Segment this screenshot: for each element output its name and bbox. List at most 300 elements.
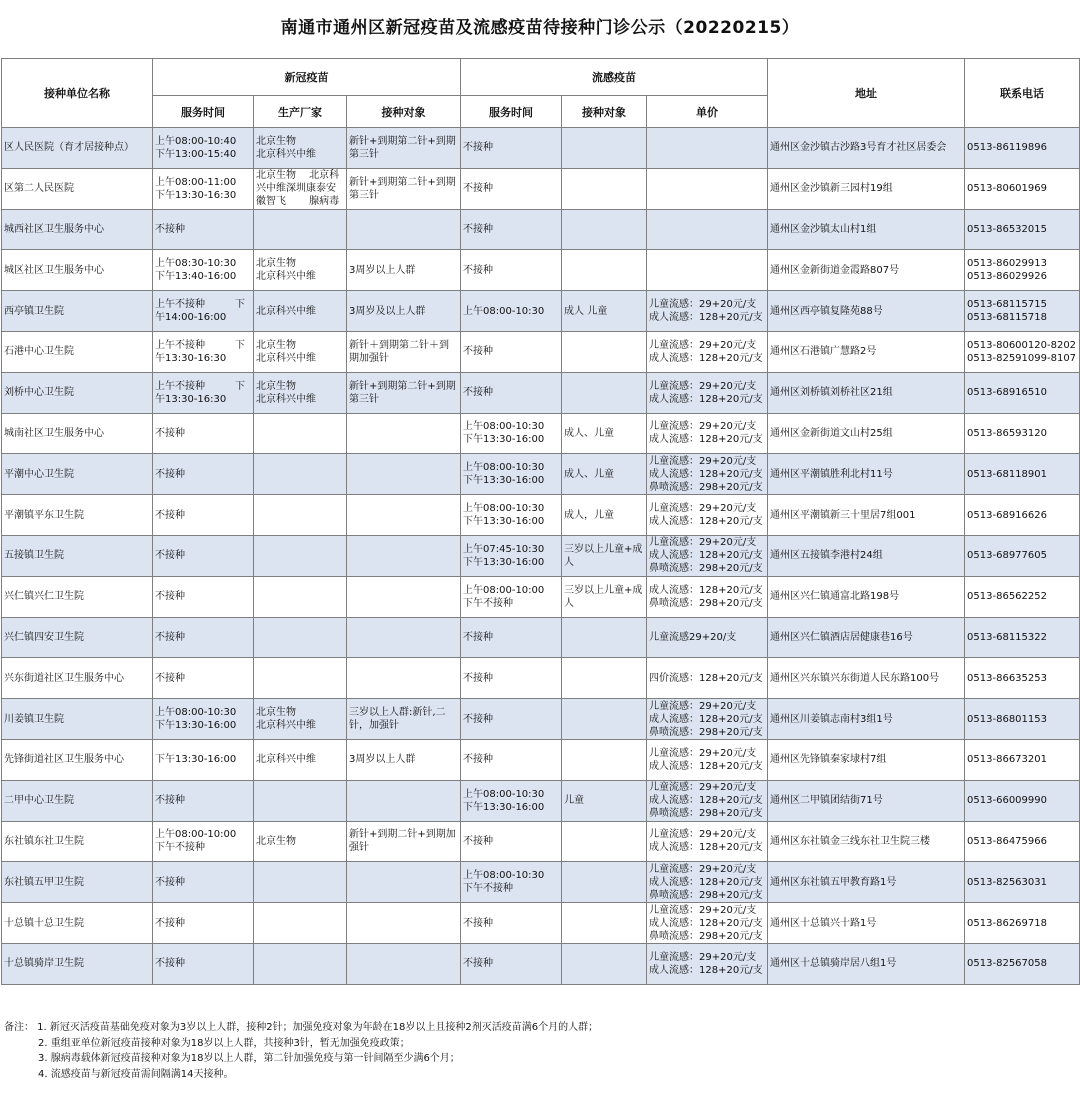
unit-name: 城区社区卫生服务中心 — [2, 250, 153, 291]
phone — [965, 617, 1080, 658]
flu-price-line: 儿童流感：29+20元/支 — [649, 951, 757, 963]
unit-name: 十总镇十总卫生院 — [2, 903, 153, 944]
flu-service-time — [461, 372, 562, 413]
flu-price — [647, 372, 768, 413]
covid-service-time-line: 上午08:00-10:30 — [155, 707, 237, 719]
flu-price-line: 成人流感：128+20元/支 — [649, 760, 763, 772]
phone-line: 0513-68115715 — [967, 299, 1047, 311]
covid-service-time-line: 不接种 — [155, 468, 185, 480]
flu-service-time-line: 上午08:00-10:30 — [463, 788, 545, 800]
table-row — [2, 658, 1080, 699]
covid-manufacturer-line: 北京生物 — [256, 380, 296, 392]
phone-line: 0513-68115718 — [967, 312, 1047, 324]
covid-service-time — [153, 903, 254, 944]
covid-service-time-line: 下午不接种 — [155, 842, 205, 854]
unit-name: 川姜镇卫生院 — [2, 699, 153, 740]
covid-manufacturer-line: 北京生物 — [256, 258, 296, 270]
covid-service-time-line: 下午13:00-15:40 — [155, 148, 237, 160]
header-covid-maker: 生产厂家 — [254, 96, 347, 128]
unit-name: 城南社区卫生服务中心 — [2, 413, 153, 454]
table-row — [2, 617, 1080, 658]
covid-service-time — [153, 576, 254, 617]
unit-name: 城西社区卫生服务中心 — [2, 209, 153, 250]
phone — [965, 943, 1080, 984]
covid-service-time-line: 上午不接种 下 — [155, 299, 245, 311]
covid-service-time — [153, 658, 254, 699]
flu-price — [647, 413, 768, 454]
table-row — [2, 372, 1080, 413]
header-flu-target: 接种对象 — [562, 96, 647, 128]
flu-service-time — [461, 454, 562, 495]
phone-line: 0513-82563031 — [967, 876, 1047, 888]
flu-price — [647, 168, 768, 209]
flu-service-time-line: 上午08:00-10:30 — [463, 305, 545, 317]
flu-price-line: 成人流感：128+20元/支 — [649, 468, 763, 480]
flu-service-time-line: 不接种 — [463, 346, 494, 358]
table-row — [2, 699, 1080, 740]
phone-line: 0513-86532015 — [967, 223, 1047, 235]
covid-service-time — [153, 454, 254, 495]
flu-service-time — [461, 821, 562, 862]
covid-service-time — [153, 413, 254, 454]
covid-manufacturer-line: 北京科兴中维 — [256, 148, 316, 160]
table-row — [2, 780, 1080, 821]
flu-price-line: 儿童流感：29+20元/支 — [649, 904, 757, 916]
flu-price-line: 成人流感：128+20元/支 — [649, 584, 763, 596]
covid-target — [347, 617, 461, 658]
phone — [965, 658, 1080, 699]
flu-target — [562, 862, 647, 903]
covid-manufacturer — [254, 617, 347, 658]
phone — [965, 903, 1080, 944]
flu-price-line: 鼻喷流感：298+20元/支 — [649, 930, 763, 942]
covid-manufacturer-line: 北京科兴中维 — [256, 305, 316, 317]
flu-service-time-line: 下午13:30-16:00 — [463, 801, 545, 813]
flu-price — [647, 250, 768, 291]
covid-target: 新针+到期二针+到期加强针 — [347, 821, 461, 862]
flu-service-time — [461, 617, 562, 658]
flu-price-line: 儿童流感29+20/支 — [649, 631, 737, 643]
flu-price — [647, 454, 768, 495]
note-line: 2. 重组亚单位新冠疫苗接种对象为18岁以上人群，共接种3针，暂无加强免疫政策； — [38, 1037, 410, 1049]
phone-line: 0513-86029913 — [967, 258, 1047, 270]
flu-price — [647, 128, 768, 169]
phone — [965, 331, 1080, 372]
covid-target — [347, 454, 461, 495]
header-flu-time: 服务时间 — [461, 96, 562, 128]
covid-manufacturer — [254, 821, 347, 862]
flu-price-line: 儿童流感：29+20元/支 — [649, 747, 757, 759]
flu-price — [647, 331, 768, 372]
table-row — [2, 128, 1080, 169]
covid-manufacturer — [254, 535, 347, 576]
table-row — [2, 413, 1080, 454]
address: 通州区平潮镇新三十里居7组001 — [768, 495, 965, 536]
phone-line: 0513-86673201 — [967, 754, 1047, 766]
covid-service-time — [153, 495, 254, 536]
covid-manufacturer — [254, 331, 347, 372]
covid-service-time-line: 不接种 — [155, 509, 185, 521]
flu-price-line: 四价流感：128+20元/支 — [649, 672, 763, 684]
address: 通州区金新街道文山村25组 — [768, 413, 965, 454]
covid-service-time-line: 不接种 — [155, 223, 185, 235]
flu-service-time — [461, 209, 562, 250]
flu-target — [562, 331, 647, 372]
phone-line: 0513-68118901 — [967, 468, 1047, 480]
flu-service-time — [461, 943, 562, 984]
phone-line: 0513-86562252 — [967, 591, 1047, 603]
flu-target — [562, 821, 647, 862]
flu-service-time — [461, 576, 562, 617]
note-line: 4. 流感疫苗与新冠疫苗需间隔满14天接种。 — [38, 1068, 234, 1080]
covid-service-time — [153, 535, 254, 576]
phone-line: 0513-86029926 — [967, 271, 1047, 283]
flu-price-line: 鼻喷流感：298+20元/支 — [649, 597, 763, 609]
unit-name: 区人民医院（育才居接种点） — [2, 128, 153, 169]
covid-manufacturer — [254, 454, 347, 495]
covid-service-time — [153, 739, 254, 780]
covid-service-time-line: 上午08:00-10:00 — [155, 829, 237, 841]
address: 通州区西亭镇复隆苑88号 — [768, 291, 965, 332]
flu-target — [562, 372, 647, 413]
flu-price-line: 成人流感：128+20元/支 — [649, 917, 763, 929]
table-row — [2, 168, 1080, 209]
phone-line: 0513-86635253 — [967, 672, 1047, 684]
flu-price — [647, 699, 768, 740]
table-row — [2, 576, 1080, 617]
covid-service-time-line: 不接种 — [155, 917, 185, 929]
phone-line: 0513-68977605 — [967, 550, 1047, 562]
flu-service-time-line: 不接种 — [463, 223, 494, 235]
table-body — [2, 128, 1080, 985]
address: 通州区先锋镇秦家埭村7组 — [768, 739, 965, 780]
flu-service-time — [461, 739, 562, 780]
flu-service-time — [461, 535, 562, 576]
covid-manufacturer — [254, 862, 347, 903]
flu-service-time — [461, 780, 562, 821]
table-row — [2, 291, 1080, 332]
covid-service-time — [153, 943, 254, 984]
flu-price-line: 儿童流感：29+20元/支 — [649, 299, 757, 311]
covid-manufacturer-line: 北京科兴中维 — [256, 352, 316, 364]
flu-service-time — [461, 903, 562, 944]
header-unit: 接种单位名称 — [2, 59, 153, 128]
flu-price-line: 成人流感：128+20元/支 — [649, 876, 763, 888]
covid-target — [347, 658, 461, 699]
flu-price-line: 儿童流感：29+20元/支 — [649, 455, 757, 467]
flu-service-time-line: 不接种 — [463, 835, 494, 847]
flu-target — [562, 699, 647, 740]
flu-price-line: 儿童流感：29+20元/支 — [649, 339, 757, 351]
address: 通州区十总镇骑岸居八组1号 — [768, 943, 965, 984]
header-phone: 联系电话 — [965, 59, 1080, 128]
flu-service-time-line: 下午不接种 — [463, 883, 514, 895]
covid-service-time-line: 下午13:30-16:00 — [155, 754, 237, 766]
address: 通州区十总镇兴十路1号 — [768, 903, 965, 944]
flu-target: 成人、儿童 — [562, 413, 647, 454]
unit-name: 兴仁镇四安卫生院 — [2, 617, 153, 658]
flu-service-time-line: 下午13:30-16:00 — [463, 475, 545, 487]
covid-manufacturer — [254, 576, 347, 617]
flu-price — [647, 617, 768, 658]
address: 通州区东社镇五甲教育路1号 — [768, 862, 965, 903]
covid-manufacturer-line: 北京科兴中维 — [256, 393, 316, 405]
flu-price-line: 鼻喷流感：298+20元/支 — [649, 563, 763, 575]
phone — [965, 250, 1080, 291]
phone-line: 0513-68115322 — [967, 631, 1047, 643]
phone-line: 0513-68916510 — [967, 387, 1047, 399]
address: 通州区金沙镇古沙路3号育才社区居委会 — [768, 128, 965, 169]
flu-price — [647, 209, 768, 250]
flu-price-line: 儿童流感：29+20元/支 — [649, 700, 757, 712]
header-flu: 流感疫苗 — [461, 59, 768, 96]
flu-price-line: 成人流感：128+20元/支 — [649, 434, 763, 446]
phone — [965, 699, 1080, 740]
flu-price-line: 成人流感：128+20元/支 — [649, 713, 763, 725]
table-row — [2, 250, 1080, 291]
unit-name: 石港中心卫生院 — [2, 331, 153, 372]
phone-line: 0513-66009990 — [967, 795, 1047, 807]
flu-service-time-line: 不接种 — [463, 958, 494, 970]
covid-target — [347, 495, 461, 536]
flu-price-line: 儿童流感：29+20元/支 — [649, 503, 757, 515]
covid-service-time-line: 上午08:30-10:30 — [155, 258, 237, 270]
covid-manufacturer — [254, 658, 347, 699]
address: 通州区平潮镇胜利北村11号 — [768, 454, 965, 495]
covid-service-time-line: 午13:30-16:30 — [155, 352, 227, 364]
flu-service-time — [461, 128, 562, 169]
flu-target: 成人，儿童 — [562, 495, 647, 536]
flu-price-line: 儿童流感：29+20元/支 — [649, 421, 757, 433]
flu-target — [562, 903, 647, 944]
covid-service-time — [153, 862, 254, 903]
covid-target — [347, 862, 461, 903]
phone-line: 0513-80600120-8202 — [967, 339, 1077, 351]
unit-name: 东社镇五甲卫生院 — [2, 862, 153, 903]
unit-name: 东社镇东社卫生院 — [2, 821, 153, 862]
covid-target — [347, 903, 461, 944]
flu-price — [647, 821, 768, 862]
note-line: 3. 腺病毒载体新冠疫苗接种对象为18岁以上人群，第二针加强免疫与第一针间隔至少满6个月； — [38, 1053, 460, 1064]
flu-price — [647, 780, 768, 821]
header-covid-target: 接种对象 — [347, 96, 461, 128]
covid-service-time-line: 不接种 — [155, 876, 185, 888]
covid-manufacturer — [254, 250, 347, 291]
covid-manufacturer-line: 北京科兴中维 — [256, 271, 316, 283]
address: 通州区刘桥镇刘桥社区21组 — [768, 372, 965, 413]
covid-manufacturer-line: 北京生物 — [256, 135, 296, 147]
address: 通州区兴东镇兴东街道人民东路100号 — [768, 658, 965, 699]
table-row — [2, 454, 1080, 495]
note-line: 备注： 1. 新冠灭活疫苗基础免疫对象为3岁以上人群，接种2针；加强免疫对象为年龄在18岁以上且接种2剂灭活疫苗满6个月的人群； — [4, 1022, 599, 1033]
covid-manufacturer — [254, 943, 347, 984]
covid-target — [347, 780, 461, 821]
phone — [965, 862, 1080, 903]
phone — [965, 495, 1080, 536]
flu-service-time — [461, 495, 562, 536]
phone-line: 0513-80601969 — [967, 183, 1047, 195]
covid-service-time-line: 下午13:30-16:00 — [155, 720, 237, 732]
covid-target — [347, 413, 461, 454]
flu-price-line: 儿童流感：29+20元/支 — [649, 380, 757, 392]
table-row — [2, 495, 1080, 536]
header-flu-price: 单价 — [647, 96, 768, 128]
header-address: 地址 — [768, 59, 965, 128]
flu-target — [562, 250, 647, 291]
flu-service-time-line: 上午08:00-10:30 — [463, 421, 545, 433]
covid-service-time-line: 上午08:00-10:40 — [155, 135, 237, 147]
flu-service-time-line: 下午13:30-16:00 — [463, 556, 545, 568]
phone — [965, 372, 1080, 413]
clinic-table — [1, 58, 1080, 985]
covid-service-time — [153, 617, 254, 658]
unit-name: 先锋街道社区卫生服务中心 — [2, 739, 153, 780]
covid-service-time — [153, 209, 254, 250]
covid-target: 新针+到期第二针+到期第三针 — [347, 372, 461, 413]
covid-target: 新针+到期第二针+到期第三针 — [347, 168, 461, 209]
covid-service-time — [153, 291, 254, 332]
covid-service-time — [153, 331, 254, 372]
covid-manufacturer-line: 北京科兴中维 — [256, 754, 316, 766]
flu-price-line: 成人流感：128+20元/支 — [649, 312, 763, 324]
phone-line: 0513-86593120 — [967, 427, 1047, 439]
unit-name: 刘桥中心卫生院 — [2, 372, 153, 413]
covid-manufacturer — [254, 903, 347, 944]
flu-target: 三岁以上儿童+成人 — [562, 576, 647, 617]
phone — [965, 413, 1080, 454]
flu-service-time — [461, 699, 562, 740]
flu-service-time-line: 上午08:00-10:30 — [463, 462, 545, 474]
covid-manufacturer-line: 北京生物 — [256, 339, 296, 351]
flu-service-time-line: 上午07:45-10:30 — [463, 543, 545, 555]
flu-target: 儿童 — [562, 780, 647, 821]
flu-price-line: 成人流感：128+20元/支 — [649, 795, 763, 807]
covid-manufacturer-line: 北京生物 — [256, 707, 296, 719]
flu-target: 三岁以上儿童+成人 — [562, 535, 647, 576]
covid-service-time-line: 上午不接种 下 — [155, 380, 245, 392]
flu-target: 成人、儿童 — [562, 454, 647, 495]
unit-name: 西亭镇卫生院 — [2, 291, 153, 332]
covid-service-time-line: 上午不接种 下 — [155, 339, 245, 351]
notes — [4, 1020, 1076, 1082]
covid-manufacturer — [254, 780, 347, 821]
covid-manufacturer — [254, 128, 347, 169]
unit-name: 五接镇卫生院 — [2, 535, 153, 576]
address: 通州区五接镇李港村24组 — [768, 535, 965, 576]
flu-service-time-line: 不接种 — [463, 142, 494, 154]
flu-service-time — [461, 862, 562, 903]
table-row — [2, 903, 1080, 944]
flu-price-line: 成人流感：128+20元/支 — [649, 393, 763, 405]
flu-service-time — [461, 291, 562, 332]
flu-price-line: 鼻喷流感：298+20元/支 — [649, 481, 763, 493]
flu-service-time — [461, 413, 562, 454]
table-row — [2, 209, 1080, 250]
covid-service-time — [153, 168, 254, 209]
phone-line: 0513-82567058 — [967, 958, 1047, 970]
address: 通州区石港镇广慧路2号 — [768, 331, 965, 372]
phone — [965, 535, 1080, 576]
table-row — [2, 331, 1080, 372]
covid-service-time — [153, 780, 254, 821]
covid-service-time — [153, 128, 254, 169]
flu-price — [647, 658, 768, 699]
page-title: 南通市通州区新冠疫苗及流感疫苗待接种门诊公示（20220215） — [280, 18, 800, 38]
covid-target: 新针+到期第二针+到期第三针 — [347, 128, 461, 169]
flu-price — [647, 943, 768, 984]
flu-service-time-line: 不接种 — [463, 264, 494, 276]
flu-price-line: 成人流感：128+20元/支 — [649, 842, 763, 854]
address: 通州区金新街道金霞路807号 — [768, 250, 965, 291]
header-covid: 新冠疫苗 — [153, 59, 461, 96]
covid-service-time-line: 不接种 — [155, 795, 185, 807]
table-row — [2, 535, 1080, 576]
flu-price-line: 成人流感：128+20元/支 — [649, 550, 763, 562]
covid-service-time — [153, 699, 254, 740]
covid-service-time-line: 不接种 — [155, 958, 185, 970]
flu-service-time — [461, 331, 562, 372]
unit-name: 二甲中心卫生院 — [2, 780, 153, 821]
flu-target — [562, 168, 647, 209]
covid-manufacturer — [254, 699, 347, 740]
flu-price-line: 鼻喷流感：298+20元/支 — [649, 726, 763, 738]
flu-price-line: 成人流感：128+20元/支 — [649, 516, 763, 528]
phone-line: 0513-68916626 — [967, 509, 1047, 521]
covid-manufacturer-line: 北京科兴中维 — [256, 720, 316, 732]
covid-service-time — [153, 372, 254, 413]
phone-line: 0513-86475966 — [967, 835, 1047, 847]
covid-service-time-line: 不接种 — [155, 631, 185, 643]
flu-price-line: 儿童流感：29+20元/支 — [649, 537, 757, 549]
covid-target: 3周岁以上人群 — [347, 739, 461, 780]
phone — [965, 454, 1080, 495]
flu-service-time-line: 不接种 — [463, 713, 494, 725]
flu-price — [647, 576, 768, 617]
flu-service-time — [461, 658, 562, 699]
covid-service-time-line: 下午13:30-16:30 — [155, 189, 237, 201]
unit-name: 兴东街道社区卫生服务中心 — [2, 658, 153, 699]
address: 通州区川姜镇志南村3组1号 — [768, 699, 965, 740]
covid-target — [347, 943, 461, 984]
address: 通州区金沙镇新三园村19组 — [768, 168, 965, 209]
flu-target — [562, 617, 647, 658]
covid-manufacturer: 北京生物 北京科兴中维深圳康泰安徽智飞 腺病毒 — [254, 168, 347, 209]
flu-service-time-line: 下午不接种 — [463, 597, 514, 609]
flu-service-time — [461, 250, 562, 291]
phone-line: 0513-82591099-8107 — [967, 352, 1077, 364]
flu-price-line: 儿童流感：29+20元/支 — [649, 782, 757, 794]
flu-target: 成人 儿童 — [562, 291, 647, 332]
covid-manufacturer — [254, 413, 347, 454]
covid-target: 3周岁及以上人群 — [347, 291, 461, 332]
covid-target: 新针＋到期第二针＋到期加强针 — [347, 331, 461, 372]
covid-target: 三岁以上人群:新针,二针，加强针 — [347, 699, 461, 740]
phone — [965, 780, 1080, 821]
covid-target — [347, 209, 461, 250]
covid-manufacturer-line: 北京生物 — [256, 835, 296, 847]
flu-price-line: 鼻喷流感：298+20元/支 — [649, 889, 763, 901]
flu-price — [647, 291, 768, 332]
covid-target — [347, 535, 461, 576]
address: 通州区金沙镇太山村1组 — [768, 209, 965, 250]
table-row — [2, 739, 1080, 780]
flu-service-time-line: 下午13:30-16:00 — [463, 434, 545, 446]
covid-service-time — [153, 821, 254, 862]
address: 通州区兴仁镇酒店居健康巷16号 — [768, 617, 965, 658]
address: 通州区二甲镇团结街71号 — [768, 780, 965, 821]
table-row — [2, 862, 1080, 903]
covid-manufacturer — [254, 291, 347, 332]
